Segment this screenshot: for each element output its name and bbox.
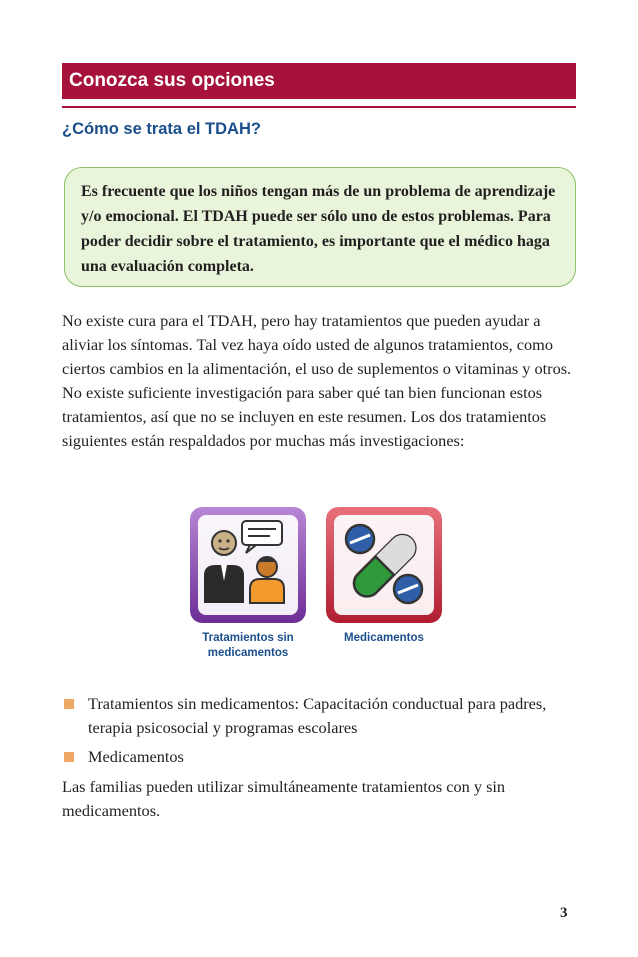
list-item <box>62 745 582 769</box>
callout-text: Es frecuente que los niños tengan más de un problema de aprendizaje y/o emocional. El TDAH puede ser sólo uno de estos problemas. Para poder decidir sobre el tratamiento, es importante que el médico haga una evaluación completa. <box>81 183 556 275</box>
treatment-list <box>62 692 582 774</box>
people-talking-icon <box>190 507 306 623</box>
closing-paragraph: Las familias pueden utilizar simultáneamente tratamientos con y sin medicamentos. <box>62 777 506 820</box>
list-item-text: Medicamentos <box>88 747 184 766</box>
bullet-square-icon <box>64 699 74 709</box>
list-item <box>62 692 582 740</box>
section-title: Conozca sus opciones <box>69 70 275 91</box>
list-item-text: Tratamientos sin medicamentos: Capacitación conductual para padres, terapia psicosocial y programas escolares <box>88 694 547 737</box>
treatment-icons <box>190 507 450 667</box>
page-number: 3 <box>560 905 568 921</box>
header-divider <box>62 106 576 108</box>
pills-icon <box>326 507 442 623</box>
page-subtitle: ¿Cómo se trata el TDAH? <box>62 120 261 138</box>
icon-caption-no-meds: Tratamientos sin medicamentos <box>202 632 294 659</box>
callout-box <box>64 167 576 287</box>
bullet-square-icon <box>64 752 74 762</box>
body-paragraph: No existe cura para el TDAH, pero hay tratamientos que pueden ayudar a aliviar los síntomas. Tal vez haya oído usted de algunos tratamientos, como ciertos cambios en la alimentación, el uso de suplementos o vitaminas y otros. No existe suficiente investigación para saber qué tan bien funcionan estos tratamientos, así que no se incluyen en este resumen. Los dos tratamientos siguientes están respaldados por muchas más investigaciones: <box>62 311 572 450</box>
section-header <box>62 63 576 99</box>
icon-caption-meds: Medicamentos <box>344 632 424 644</box>
